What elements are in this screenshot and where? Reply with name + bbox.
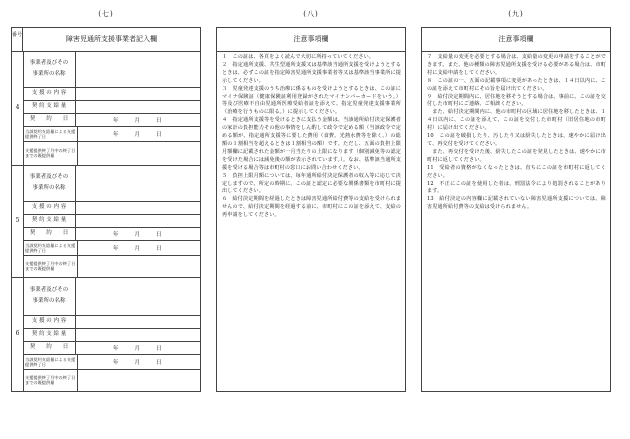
note-paragraph: ６ 給付決定期間を経過したときは障害児通所給付費等の支給を受けられませんので、給付決定期間を経過する前に、市町村にこの証を添えて、支給の再申請をしてください。 (222, 196, 401, 219)
notes-page-8 (216, 27, 406, 392)
contract-amount-label: 契 約 支 給 量 (23, 100, 76, 113)
number-column-header: 番号 (12, 28, 23, 51)
provided-amount-label: 支援提供終了月中の終了日までの既提供量 (23, 369, 78, 391)
contract-date-row[interactable] (23, 341, 200, 355)
entry-number: 4 (12, 51, 24, 165)
support-end-date-row[interactable] (23, 354, 200, 370)
provided-amount-row[interactable] (23, 255, 200, 277)
table-title: 障害児通所支援事業者記入欄 (66, 35, 157, 43)
entry-number: 6 (12, 277, 24, 391)
note-paragraph: ４ 指定通所支援等を受けるときに支払う金額は、当該通所給付決定保護者の家計の負担能力その他の事情をしん酌して政令で定める額（当該政令で定める額が、指定通所支援等に要した費用（食費、光熱水費等を除く。）の総額の１割相当を超えるときは１割相当の額）です。ただし、五面の負担上限月額欄に記載された金額が一月当たりの上限になります（個別減免等の認定を受けた場合には減免後の額が表示されています。）。なお、基準該当通所支援を受ける場合等は市町村の窓口にお問い合わせください。 (222, 117, 401, 171)
support-end-date-label: 当該契約支給量による支援提供終了日 (23, 240, 78, 255)
provider-name-row[interactable] (23, 277, 200, 316)
date-fields: 年 月 日 (113, 117, 162, 124)
entry-block-4 (12, 51, 200, 166)
page-number-9: (九) (508, 10, 524, 18)
page-number-7: (七) (98, 10, 114, 18)
note-paragraph: ８ この証の一、五面の記載事項に変更があったときは、１４日以内に、この証を添えて市町村にその旨を届け出てください。 (427, 77, 606, 92)
provider-name-row[interactable] (23, 165, 200, 202)
note-paragraph: 11 受給者の資格がなくなったときは、直ちにこの証を市町村に返してください。 (427, 164, 606, 179)
provided-amount-label: 支援提供終了月中の終了日までの既提供量 (23, 255, 78, 277)
support-content-row[interactable] (23, 315, 200, 329)
entry-number: 5 (12, 165, 24, 277)
support-content-label: 支 援 の 内 容 (23, 201, 76, 214)
support-content-row[interactable] (23, 87, 200, 101)
provided-amount-row[interactable] (23, 141, 200, 165)
note-paragraph: 13 給付決定の内容欄に記載されていない障害児通所支援については、障害児通所給付費等の支給は受けられません。 (427, 196, 606, 211)
table-header (12, 28, 200, 52)
support-end-date-row[interactable] (23, 126, 200, 142)
provider-name-label: 事業者及びその 事業所の名称 (23, 277, 76, 315)
notes-body (222, 54, 401, 220)
contract-date-label: 契 約 日 (23, 227, 76, 240)
contract-date-row[interactable] (23, 227, 200, 241)
notes-body (427, 54, 606, 212)
support-content-row[interactable] (23, 201, 200, 215)
notes-title: 注意事項欄 (422, 28, 610, 52)
contract-amount-row[interactable] (23, 100, 200, 114)
note-paragraph: ２ 指定通所支援、共生型通所支援又は基準該当通所支援を受けようとするときは、必ずこの証を指定障害児通所支援事業者等又は基準該当事業所に提示してください。 (222, 61, 401, 84)
notes-title: 注意事項欄 (217, 28, 405, 52)
note-paragraph: 10 この証を破損したり、汚したり又は紛失したときは、速やかに届け出て、再交付を受けてください。 (427, 133, 606, 147)
note-paragraph: ９ 給付決定期間内に、居住地を移そうとする場合は、事前に、この証を交付した市町村にご連絡、ご相談ください。 (427, 93, 606, 108)
provider-name-row[interactable] (23, 51, 200, 88)
notes-page-9 (421, 27, 611, 392)
note-paragraph: また、再交付を受けた後、紛失したこの証を発見したときは、速やかに市町村に返してください。 (427, 148, 606, 163)
note-paragraph: １ この証は、各頁をよく読んで大切に所持っていてください。 (222, 54, 375, 60)
date-fields: 年 月 日 (113, 359, 162, 366)
support-end-date-label: 当該契約支給量による支援提供終了日 (23, 126, 78, 141)
contract-amount-row[interactable] (23, 328, 200, 342)
date-fields: 年 月 日 (113, 231, 162, 238)
provider-name-label: 事業者及びその 事業所の名称 (23, 51, 76, 87)
contract-date-row[interactable] (23, 113, 200, 127)
note-paragraph: また、給付決定期間内に、他の市町村の区域に居住地を移したときは、１４日以内に、この証を添えて、この証を交付した市町村（旧居住地の市町村）に届け出てください。 (427, 109, 606, 132)
page-number-8: (八) (303, 10, 319, 18)
note-paragraph: ３ 児童発達支援のうち治療に係るものを受けようとするときは、この証にマイナ保険証（健康保険証利用登録がされたマイナンバーカードをいう。）等及び医療不自由児通所医療受給者証を添えて、指定児童発達支援事業所（治療を行うものに限る。）に提示してください。 (222, 85, 401, 116)
contract-date-label: 契 約 日 (23, 113, 76, 126)
support-content-label: 支 援 の 内 容 (23, 315, 76, 328)
provided-amount-row[interactable] (23, 369, 200, 391)
date-fields: 年 月 日 (113, 345, 162, 352)
provider-entry-page (11, 27, 201, 392)
contract-amount-label: 契 約 支 給 量 (23, 214, 76, 227)
entry-block-5 (12, 165, 200, 278)
provider-name-label: 事業者及びその 事業所の名称 (23, 165, 76, 201)
support-end-date-row[interactable] (23, 240, 200, 256)
support-end-date-label: 当該契約支給量による支援提供終了日 (23, 354, 78, 369)
provided-amount-label: 支援提供終了月中の終了日までの既提供量 (23, 141, 78, 165)
date-fields: 年 月 日 (113, 245, 162, 252)
note-paragraph: ５ 負担上限月額については、毎年通所給付決定保護者の収入等に応じて決定しますので、所定の時期に、この証と認定に必要な関係書類を市町村に提出してください。 (222, 172, 401, 195)
support-content-label: 支 援 の 内 容 (23, 87, 76, 100)
contract-date-label: 契 約 日 (23, 341, 76, 354)
note-paragraph: ７ 支給量の変更を必要とする場合は、支給量の変更の申請をすることができます。また、他の種類の障害児通所支援を受ける必要がある場合は、市町村に支給申請をしてください。 (427, 54, 606, 76)
contract-amount-label: 契 約 支 給 量 (23, 328, 76, 341)
note-paragraph: 12 不正にこの証を使用した者は、刑罰法令により処罰されることがあります。 (427, 180, 606, 195)
date-fields: 年 月 日 (113, 131, 162, 138)
entry-block-6 (12, 277, 200, 391)
contract-amount-row[interactable] (23, 214, 200, 228)
